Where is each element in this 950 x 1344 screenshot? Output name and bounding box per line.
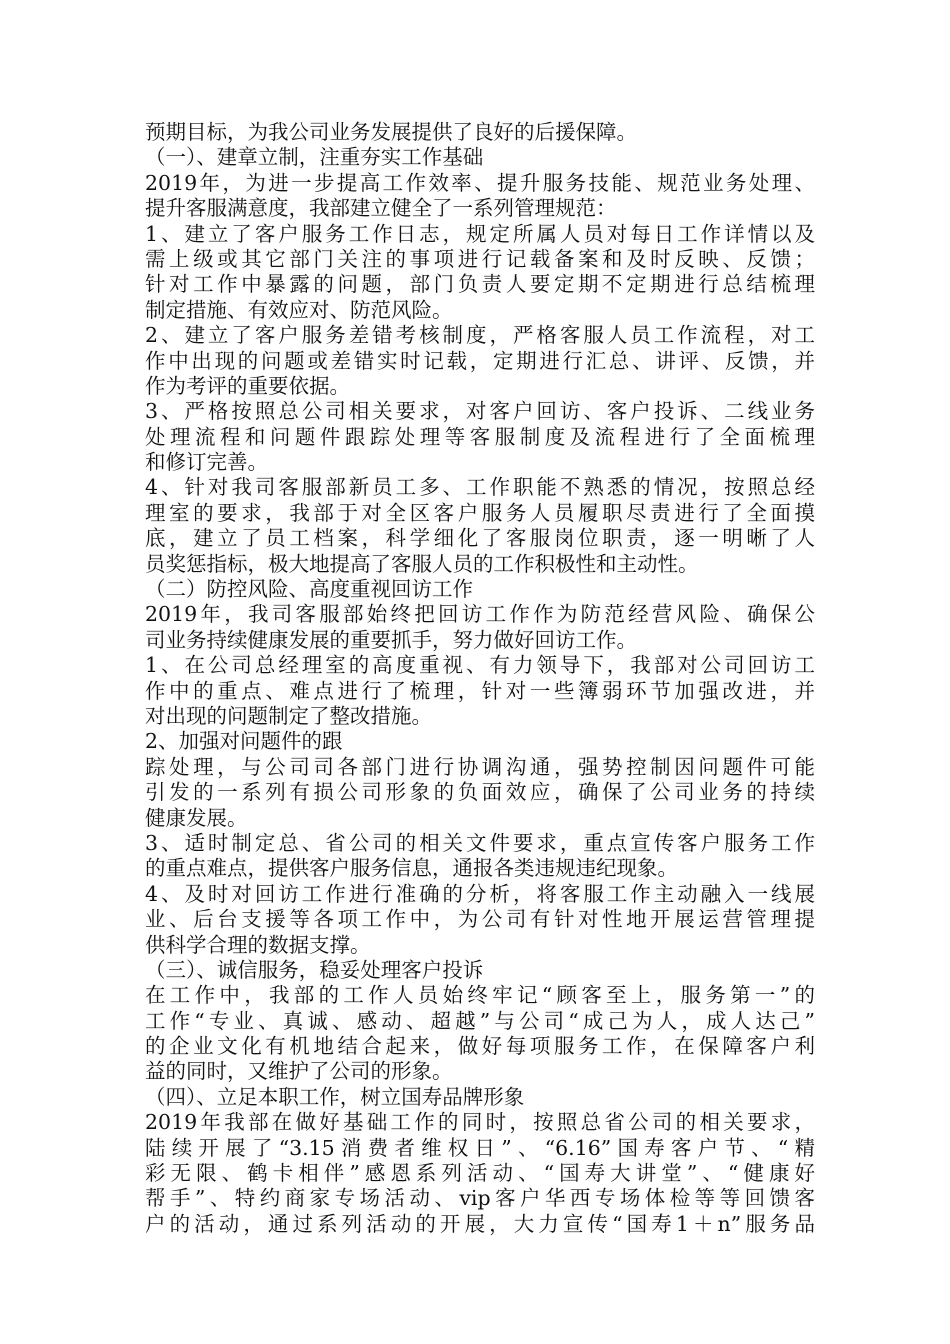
text-line: 的企业文化有机地结合起来，做好每项服务工作，在保障客户利	[145, 1034, 815, 1059]
text-line: 2019年我部在做好基础工作的同时，按照总省公司的相关要求，	[145, 1110, 815, 1135]
text-line: 2019年，我司客服部始终把回访工作作为防范经营风险、确保公	[145, 602, 815, 627]
text-line: 针对工作中暴露的问题，部门负责人要定期不定期进行总结梳理	[145, 272, 815, 297]
text-line: 陆续开展了“3.15消费者维权日”、“6.16”国寿客户节、“精	[145, 1135, 815, 1160]
text-line: 理室的要求，我部于对全区客户服务人员履职尽责进行了全面摸	[145, 500, 815, 525]
text-line: 踪处理，与公司司各部门进行协调沟通，强势控制因问题件可能	[145, 754, 815, 779]
text-line: 对出现的问题制定了整改措施。	[145, 703, 432, 728]
text-line: （四）、立足本职工作，树立国寿品牌形象	[145, 1084, 525, 1109]
text-line: 司业务持续健康发展的重要抓手，努力做好回访工作。	[145, 627, 637, 652]
text-line: 4、针对我司客服部新员工多、工作职能不熟悉的情况，按照总经	[145, 475, 815, 500]
text-line: 底，建立了员工档案，科学细化了客服岗位职责，逐一明晰了人	[145, 526, 815, 551]
text-line: 户的活动，通过系列活动的开展，大力宣传“国寿1＋n”服务品	[145, 1211, 815, 1236]
text-line: 1、建立了客户服务工作日志，规定所属人员对每日工作详情以及	[145, 221, 815, 246]
text-line: （二）防控风险、高度重视回访工作	[145, 577, 473, 602]
text-line: 供科学合理的数据支撑。	[145, 932, 371, 957]
text-line: 作中的重点、难点进行了梳理，针对一些簿弱环节加强改进，并	[145, 678, 815, 703]
text-line: 工作“专业、真诚、感动、超越”与公司“成己为人，成人达己”	[145, 1008, 815, 1033]
text-line: 健康发展。	[145, 805, 248, 830]
text-line: 3、适时制定总、省公司的相关文件要求，重点宣传客户服务工作	[145, 830, 815, 855]
text-line: 在工作中，我部的工作人员始终牢记“顾客至上，服务第一”的	[145, 983, 815, 1008]
text-line: 制定措施、有效应对、防范风险。	[145, 297, 453, 322]
text-line: 1、在公司总经理室的高度重视、有力领导下，我部对公司回访工	[145, 653, 815, 678]
text-line: 需上级或其它部门关注的事项进行记载备案和及时反映、反馈；	[145, 246, 815, 271]
text-line: 处理流程和问题件跟踪处理等客服制度及流程进行了全面梳理	[145, 424, 815, 449]
text-line: 提升客服满意度，我部建立健全了一系列管理规范：	[145, 196, 617, 221]
text-line: 3、严格按照总公司相关要求，对客户回访、客户投诉、二线业务	[145, 399, 815, 424]
text-line: 2、加强对问题件的跟	[145, 729, 343, 754]
text-line: 员奖惩指标，极大地提高了客服人员的工作积极性和主动性。	[145, 551, 699, 576]
text-line: 业、后台支援等各项工作中，为公司有针对性地开展运营管理提	[145, 907, 815, 932]
text-line: 的重点难点，提供客户服务信息，通报各类违规违纪现象。	[145, 856, 678, 881]
text-line: （三）、诚信服务，稳妥处理客户投诉	[145, 957, 484, 982]
text-line: （一）、建章立制，注重夯实工作基础	[145, 145, 484, 170]
document-body	[145, 120, 815, 1237]
text-line: 预期目标，为我公司业务发展提供了良好的后援保障。	[145, 120, 637, 144]
text-line: 彩无限、鹤卡相伴”感恩系列活动、“国寿大讲堂”、“健康好	[145, 1161, 815, 1186]
text-line: 引发的一系列有损公司形象的负面效应，确保了公司业务的持续	[145, 780, 815, 805]
text-line: 帮手”、特约商家专场活动、vip客户华西专场体检等等回馈客	[145, 1186, 815, 1211]
text-line: 作中出现的问题或差错实时记载，定期进行汇总、讲评、反馈，并	[145, 348, 815, 373]
text-line: 作为考评的重要依据。	[145, 373, 350, 398]
text-line: 2019年，为进一步提高工作效率、提升服务技能、规范业务处理、	[145, 170, 815, 195]
text-line: 和修订完善。	[145, 450, 268, 475]
text-line: 4、及时对回访工作进行准确的分析，将客服工作主动融入一线展	[145, 881, 815, 906]
text-line: 2、建立了客户服务差错考核制度，严格客服人员工作流程，对工	[145, 323, 815, 348]
text-line: 益的同时，又维护了公司的形象。	[145, 1059, 453, 1084]
